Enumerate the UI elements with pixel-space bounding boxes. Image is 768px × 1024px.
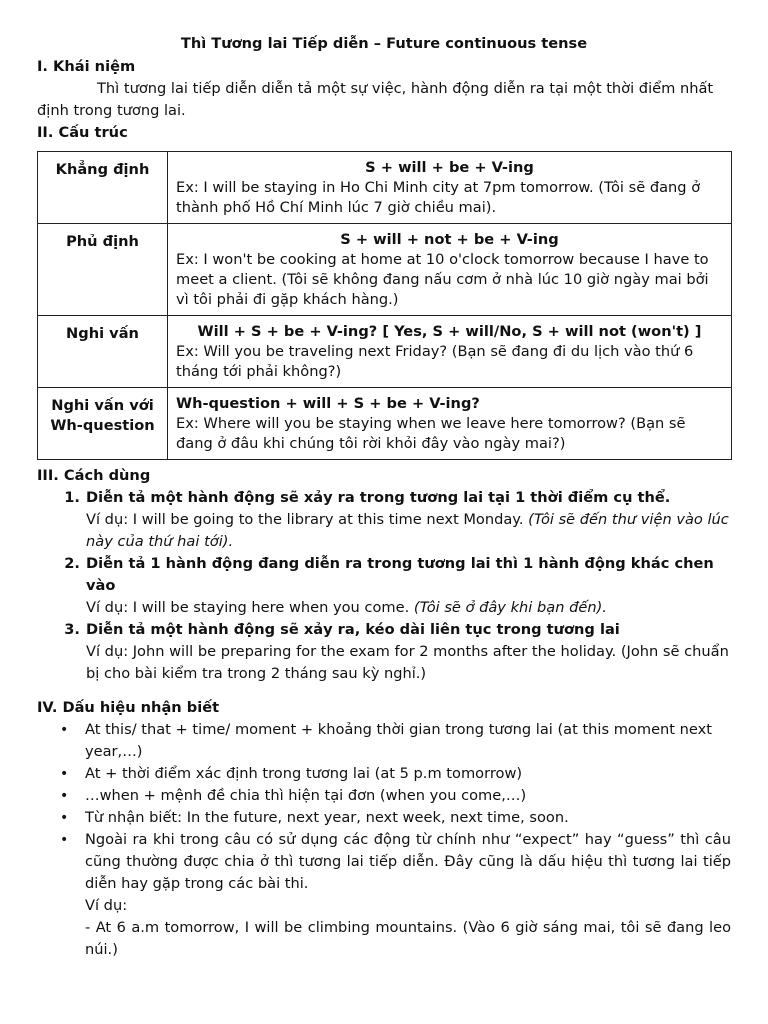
row-label: Khẳng định [38,152,168,224]
list-item: • …when + mệnh đề chia thì hiện tại đơn (when you come,…) [85,785,731,807]
table-row [38,388,732,460]
signs-list [37,719,731,961]
formula: Will + S + be + V-ing? [ Yes, S + will/No, S + will not (won't) ] [197,323,702,340]
list-item: • Từ nhận biết: In the future, next year, next week, next time, soon. [85,807,731,829]
formula: Wh-question + will + S + be + V-ing? [176,395,480,412]
page-title: Thì Tương lai Tiếp diễn – Future continuous tense [180,35,588,52]
usage-title: Diễn tả một hành động sẽ xảy ra, kéo dài liên tục trong tương lai [86,621,620,638]
usage-example [86,641,731,685]
example-label: Ví dụ: [85,897,128,914]
list-item [85,487,731,553]
section-heading-structure: II. Cấu trúc [37,124,128,141]
table-row [38,152,732,224]
example-text: Ex: Where will you be staying when we leave here tomorrow? (Bạn sẽ đang ở đâu khi chúng tôi rời khỏi đây vào ngày mai?) [176,415,686,452]
row-content [168,388,732,460]
list-item [85,619,731,685]
usage-example [86,597,731,619]
structure-table [37,151,732,460]
example-text: Ex: Will you be traveling next Friday? (Bạn sẽ đang đi du lịch vào thứ 6 tháng tới phải không?) [176,343,694,380]
formula: S + will + be + V-ing [365,159,534,176]
usage-example [86,509,731,553]
row-content [168,316,732,388]
list-item: • At + thời điểm xác định trong tương lai (at 5 p.m tomorrow) [85,763,731,785]
example-text: Ví dụ: I will be going to the library at this time next Monday. [86,511,524,528]
list-item [85,553,731,619]
sign-text: Ngoài ra khi trong câu có sử dụng các động từ chính như “expect” hay “guess” thì câu cũng thường được chia ở thì tương lai tiếp diễn. Đây cũng là dấu hiệu thì tương lai tiếp diễn hay gặp trong các bài thi. [85,831,731,892]
row-label: Nghi vấn [38,316,168,388]
example-text: - At 6 a.m tomorrow, I will be climbing mountains. (Vào 6 giờ sáng mai, tôi sẽ đang leo núi.) [85,919,731,958]
row-content [168,224,732,316]
example-text: Ex: I will be staying in Ho Chi Minh city at 7pm tomorrow. (Tôi sẽ đang ở thành phố Hồ Chí Minh lúc 7 giờ chiều mai). [176,179,701,216]
usage-title: Diễn tả 1 hành động đang diễn ra trong tương lai thì 1 hành động khác chen vào [86,555,714,594]
row-content [168,152,732,224]
section-heading-usage: III. Cách dùng [37,467,151,484]
example-translation: (Tôi sẽ ở đây khi bạn đến). [413,599,607,616]
list-item [85,829,731,961]
usage-title: Diễn tả một hành động sẽ xảy ra trong tương lai tại 1 thời điểm cụ thể. [86,489,671,506]
row-label: Nghi vấn với Wh-question [38,388,168,460]
row-label: Phủ định [38,224,168,316]
concept-paragraph: Thì tương lai tiếp diễn diễn tả một sự việc, hành động diễn ra tại một thời điểm nhất định trong tương lai. [37,80,714,119]
list-item: • At this/ that + time/ moment + khoảng thời gian trong tương lai (at this moment next year,…) [85,719,731,763]
example-translation: (Tôi sẽ đến thư viện vào lúc này của thứ hai tới). [86,511,729,550]
usage-list [37,487,731,685]
section-heading-concept: I. Khái niệm [37,58,136,75]
table-row [38,316,732,388]
section-heading-signs: IV. Dấu hiệu nhận biết [37,699,220,716]
example-text: Ex: I won't be cooking at home at 10 o'clock tomorrow because I have to meet a client. (Tôi sẽ không đang nấu cơm ở nhà lúc 10 giờ ngày mai bởi vì tôi phải đi gặp khách hàng.) [176,251,709,308]
table-row [38,224,732,316]
formula: S + will + not + be + V-ing [340,231,559,248]
example-text: Ví dụ: John will be preparing for the exam for 2 months after the holiday. (John sẽ chuẩn bị cho bài kiểm tra trong 2 tháng sau kỳ nghỉ.) [86,643,729,682]
example-text: Ví dụ: I will be staying here when you come. [86,599,410,616]
